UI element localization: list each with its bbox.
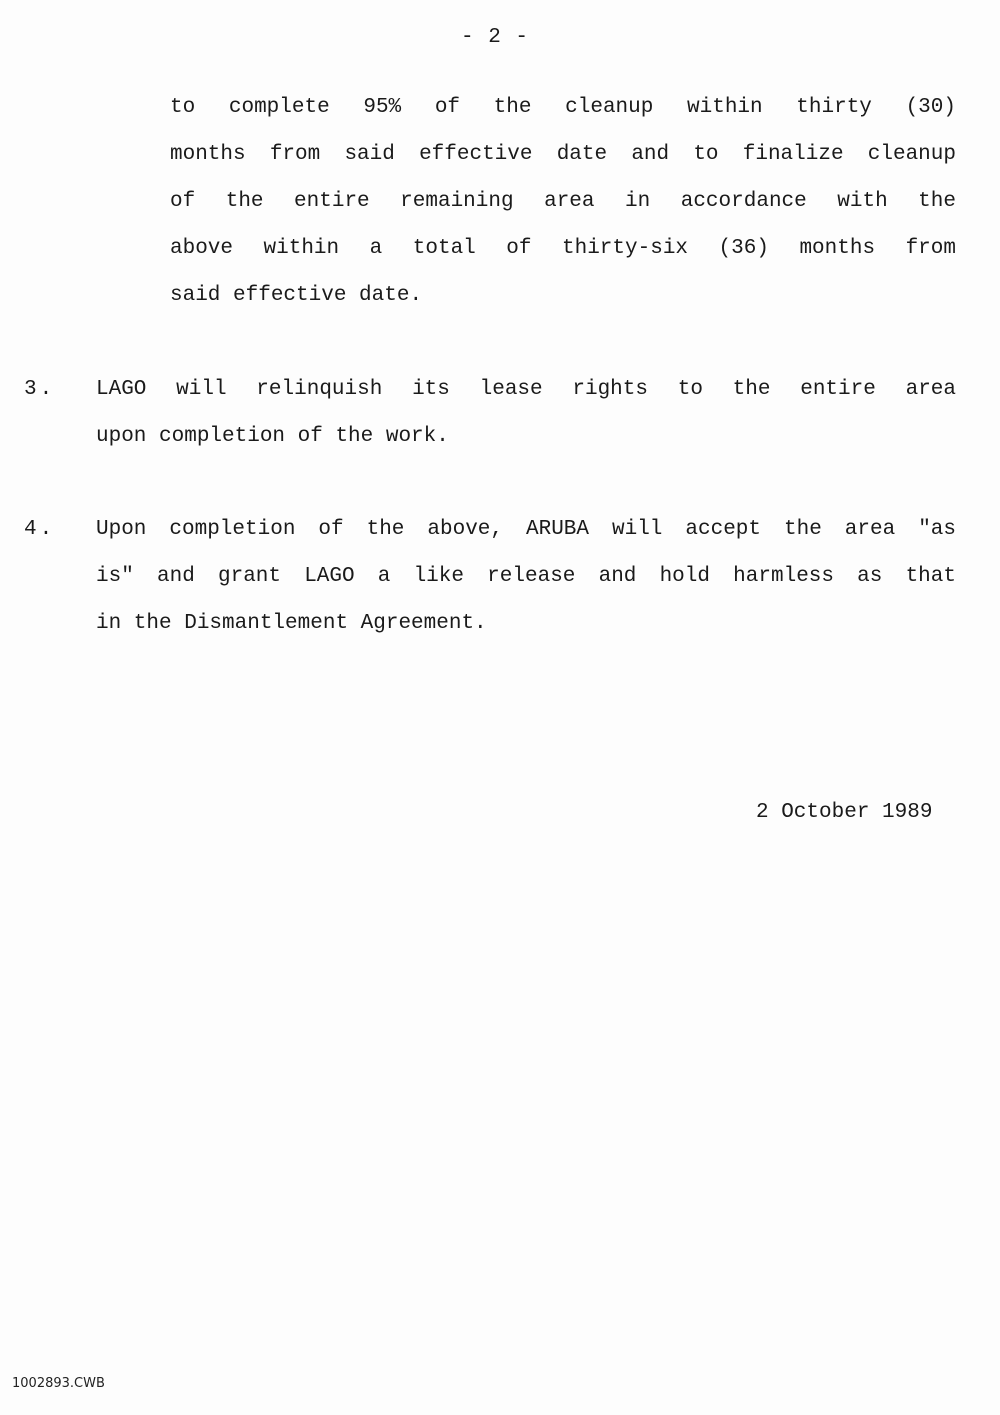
item-number: 3. [24,378,56,401]
item-line: LAGO will relinquish its lease rights to the entire area [96,378,956,401]
file-reference: 1002893.CWB [12,1376,105,1391]
paragraph-line: said effective date. [170,284,423,307]
paragraph-line: of the entire remaining area in accordance with the [170,190,956,213]
item-line: Upon completion of the above, ARUBA will accept the area "as [96,518,956,541]
paragraph-line: to complete 95% of the cleanup within thirty (30) [170,96,956,119]
paragraph-line: above within a total of thirty-six (36) months from [170,237,956,260]
document-date: 2 October 1989 [756,801,933,824]
page-number: - 2 - [460,26,529,49]
paragraph-line: months from said effective date and to finalize cleanup [170,143,956,166]
item-line: upon completion of the work. [96,425,449,448]
item-number: 4. [24,518,56,541]
item-line: in the Dismantlement Agreement. [96,612,487,635]
item-line: is" and grant LAGO a like release and hold harmless as that [96,565,956,588]
